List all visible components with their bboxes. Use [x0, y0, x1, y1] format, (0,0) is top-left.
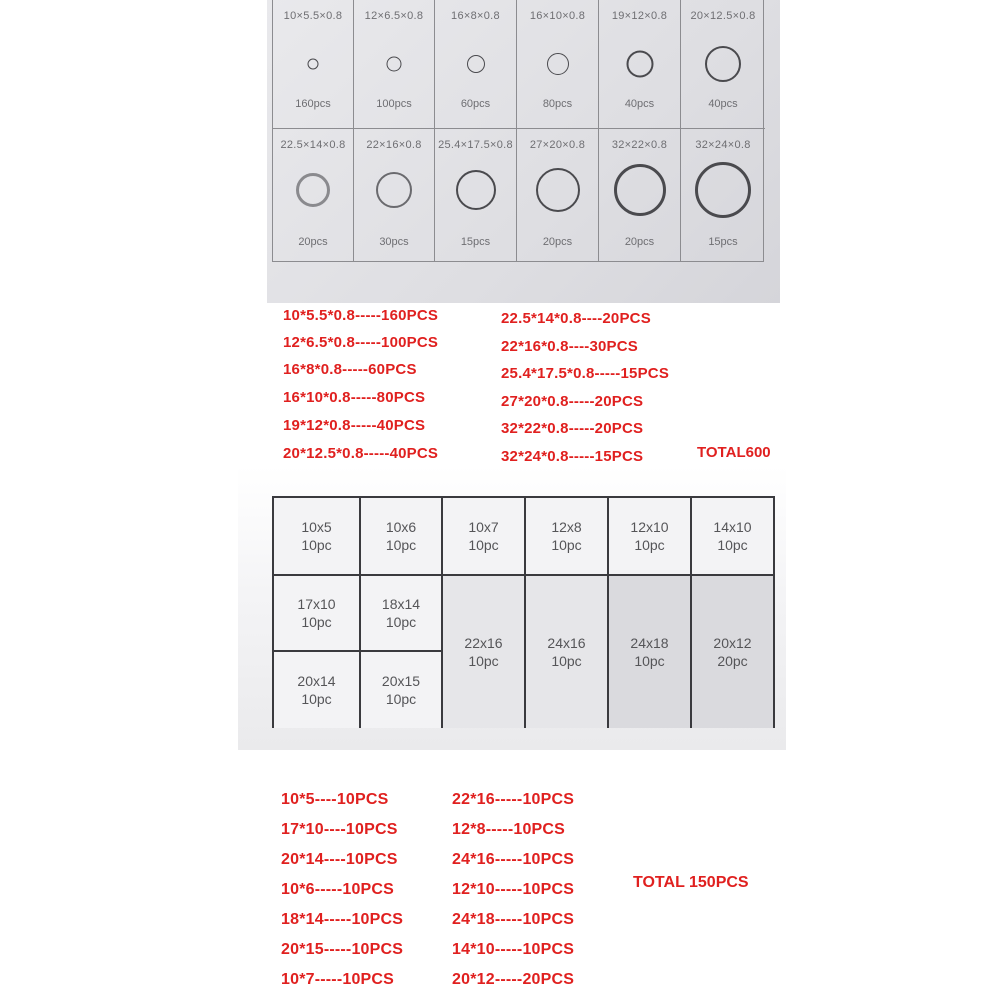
ring-size-label: 32×24×0.8	[695, 139, 751, 151]
ring-image	[705, 46, 741, 82]
box-qty-label: 10pc	[551, 653, 582, 669]
ring-size-label: 16×8×0.8	[451, 10, 500, 22]
box-cell	[361, 576, 443, 652]
spec-line: 16*10*0.8-----80PCS	[283, 389, 426, 406]
box-qty-label: 20pc	[717, 653, 748, 669]
box-qty-label: 10pc	[468, 537, 499, 553]
box-qty-label: 10pc	[301, 614, 332, 630]
box-size-label: 10x7	[468, 519, 499, 535]
spec-line: 20*12-----20PCS	[452, 971, 575, 988]
spec-line: 32*24*0.8-----15PCS	[501, 448, 644, 465]
box-cell	[274, 498, 361, 576]
spec-line: 22*16-----10PCS	[452, 791, 575, 808]
ring-cell	[681, 129, 765, 262]
spec-line: 32*22*0.8-----20PCS	[501, 420, 644, 437]
spec-line: 20*14----10PCS	[281, 851, 398, 868]
ring-size-grid	[272, 0, 764, 262]
box-size-label: 18x14	[381, 596, 421, 612]
spec-line: 18*14-----10PCS	[281, 911, 404, 928]
box-qty-label: 10pc	[468, 653, 499, 669]
ring-size-label: 10×5.5×0.8	[283, 10, 343, 22]
spec-line: 10*5.5*0.8-----160PCS	[283, 307, 439, 324]
box-cell	[609, 576, 692, 728]
box-qty-label: 10pc	[385, 691, 417, 707]
ring-qty-label: 15pcs	[708, 236, 738, 248]
box-cell	[274, 652, 361, 728]
spec-line: 27*20*0.8-----20PCS	[501, 393, 644, 410]
spec-line: 24*18-----10PCS	[452, 911, 575, 928]
spec-line: 20*12.5*0.8-----40PCS	[283, 445, 439, 462]
box-size-grid	[272, 496, 775, 728]
ring-qty-label: 100pcs	[376, 98, 412, 110]
box-size-label: 20x14	[297, 673, 336, 689]
ring-qty-label: 40pcs	[708, 98, 738, 110]
spec-line: 14*10-----10PCS	[452, 941, 575, 958]
ring-cell	[681, 0, 765, 129]
spec-line: 22*16*0.8----30PCS	[501, 338, 639, 355]
spec-line: 20*15-----10PCS	[281, 941, 404, 958]
box-size-label: 10x6	[385, 519, 417, 535]
ring-cell	[517, 0, 599, 129]
ring-qty-label: 30pcs	[379, 236, 409, 248]
box-cell	[274, 576, 361, 652]
ring-image	[308, 59, 319, 70]
box-size-label: 12x8	[551, 519, 582, 535]
box-cell	[443, 576, 526, 728]
box-cell	[443, 498, 526, 576]
ring-size-label: 32×22×0.8	[611, 139, 668, 151]
box-size-label: 22x16	[464, 635, 503, 651]
box-cell	[361, 652, 443, 728]
ring-qty-label: 60pcs	[460, 98, 491, 110]
ring-image	[387, 57, 402, 72]
ring-qty-label: 20pcs	[624, 236, 655, 248]
box-qty-label: 10pc	[551, 537, 582, 553]
box-qty-label: 10pc	[385, 614, 417, 630]
spec-line: 12*10-----10PCS	[452, 881, 575, 898]
ring-cell	[435, 0, 517, 129]
spec-line: 25.4*17.5*0.8-----15PCS	[501, 365, 670, 382]
ring-cell	[435, 129, 517, 262]
box-qty-label: 10pc	[634, 537, 665, 553]
spec-line: 12*8-----10PCS	[452, 821, 566, 838]
box-qty-label: 10pc	[634, 653, 665, 669]
spec-line: 10*7-----10PCS	[281, 971, 395, 988]
box-qty-label: 10pc	[385, 537, 417, 553]
ring-image	[456, 170, 496, 210]
ring-qty-label: 80pcs	[542, 98, 573, 110]
spec-line: 12*6.5*0.8-----100PCS	[283, 334, 439, 351]
box-cell	[361, 498, 443, 576]
ring-image	[547, 53, 569, 75]
ring-cell	[599, 129, 681, 262]
box-cell	[526, 498, 609, 576]
ring-qty-label: 20pcs	[298, 236, 328, 248]
ring-qty-label: 20pcs	[542, 236, 573, 248]
ring-image	[626, 51, 653, 78]
ring-size-label: 27×20×0.8	[529, 139, 586, 151]
box-size-label: 12x10	[630, 519, 669, 535]
ring-cell	[273, 129, 354, 262]
ring-image	[376, 172, 412, 208]
ring-image	[467, 55, 485, 73]
ring-size-label: 16×10×0.8	[529, 10, 586, 22]
ring-cell	[354, 0, 435, 129]
ring-qty-label: 160pcs	[295, 98, 331, 110]
box-qty-label: 10pc	[301, 537, 332, 553]
total-label: TOTAL600	[697, 444, 771, 461]
ring-size-label: 20×12.5×0.8	[690, 10, 756, 22]
ring-image	[614, 164, 666, 216]
ring-cell	[517, 129, 599, 262]
spec-line: 17*10----10PCS	[281, 821, 398, 838]
ring-image	[695, 162, 751, 218]
box-qty-label: 10pc	[301, 691, 332, 707]
ring-size-label: 19×12×0.8	[611, 10, 668, 22]
spec-line: 10*6-----10PCS	[281, 881, 395, 898]
box-size-label: 24x18	[630, 635, 669, 651]
spec-line: 19*12*0.8-----40PCS	[283, 417, 426, 434]
box-size-label: 20x12	[713, 635, 752, 651]
box-size-label: 20x15	[381, 673, 421, 689]
box-size-label: 10x5	[301, 519, 332, 535]
spec-line: 16*8*0.8-----60PCS	[283, 361, 417, 378]
ring-image	[536, 168, 580, 212]
ring-qty-label: 40pcs	[624, 98, 655, 110]
box-size-label: 14x10	[713, 519, 752, 535]
ring-size-label: 22.5×14×0.8	[280, 139, 346, 151]
box-cell	[692, 498, 773, 576]
box-cell	[692, 576, 773, 728]
box-qty-label: 10pc	[717, 537, 748, 553]
ring-cell	[273, 0, 354, 129]
spec-line: 24*16-----10PCS	[452, 851, 575, 868]
ring-size-label: 22×16×0.8	[366, 139, 422, 151]
ring-cell	[599, 0, 681, 129]
ring-size-label: 25.4×17.5×0.8	[438, 139, 513, 151]
total-label: TOTAL 150PCS	[633, 874, 749, 891]
box-size-label: 17x10	[297, 596, 336, 612]
box-cell	[609, 498, 692, 576]
box-size-label: 24x16	[547, 635, 586, 651]
ring-cell	[354, 129, 435, 262]
ring-qty-label: 15pcs	[460, 236, 491, 248]
ring-image	[296, 173, 330, 207]
spec-line: 10*5----10PCS	[281, 791, 389, 808]
ring-size-label: 12×6.5×0.8	[364, 10, 424, 22]
spec-line: 22.5*14*0.8----20PCS	[501, 310, 651, 327]
box-cell	[526, 576, 609, 728]
